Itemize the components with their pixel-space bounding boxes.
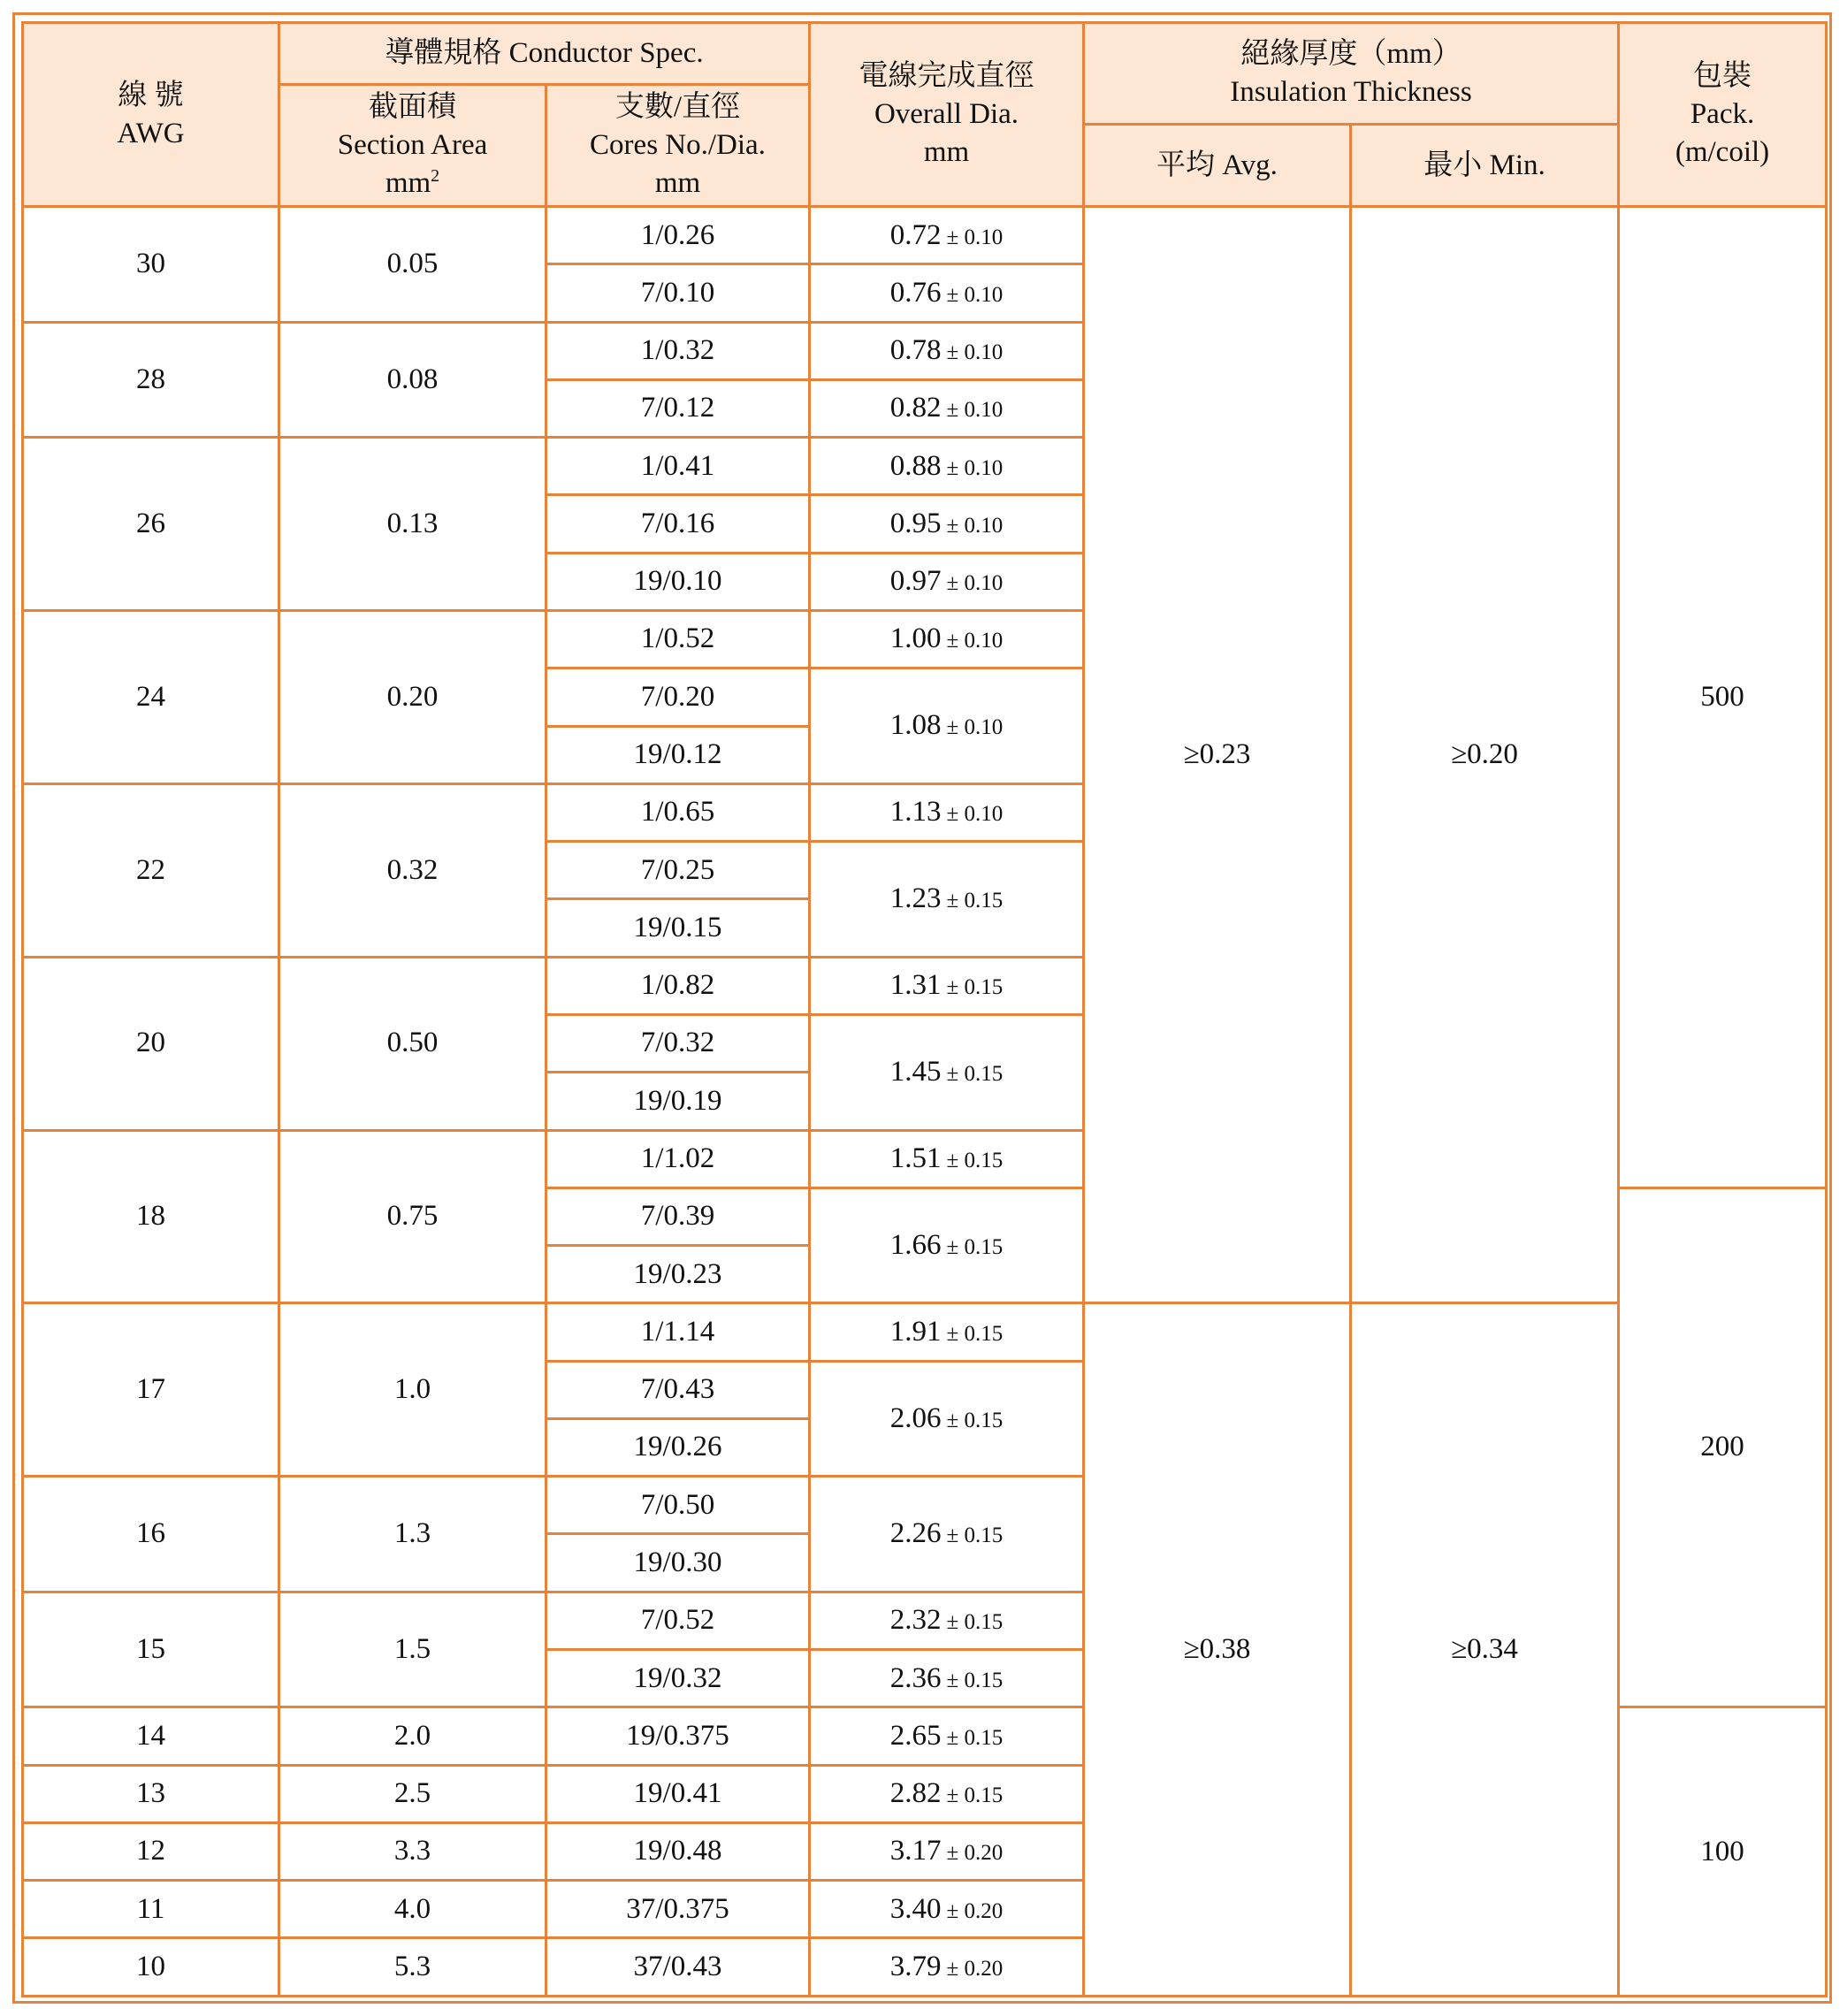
cores-cell: 1/0.65 [546, 783, 810, 841]
overall-dia-cell: 2.65 ± 0.15 [810, 1707, 1084, 1765]
awg-cell: 16 [23, 1477, 279, 1592]
cores-cell: 1/0.32 [546, 322, 810, 379]
awg-cell: 20 [23, 957, 279, 1130]
header-cores-unit: mm [654, 166, 701, 199]
section-area-cell: 0.50 [279, 957, 546, 1130]
cores-cell: 7/0.10 [546, 264, 810, 322]
header-awg-en: AWG [117, 117, 185, 149]
cores-cell: 19/0.23 [546, 1246, 810, 1303]
header-awg-zh: 線 號 [118, 79, 184, 111]
section-area-cell: 0.32 [279, 783, 546, 957]
overall-dia-cell: 1.66 ± 0.15 [810, 1187, 1084, 1303]
overall-dia-cell: 0.95 ± 0.10 [810, 495, 1084, 553]
table-row [23, 1303, 1827, 1361]
cores-cell: 19/0.19 [546, 1073, 810, 1130]
cores-cell: 1/0.41 [546, 438, 810, 495]
header-cores-en: Cores No./Dia. [590, 129, 766, 162]
cores-cell: 7/0.20 [546, 668, 810, 726]
overall-dia-cell: 0.82 ± 0.10 [810, 379, 1084, 437]
header-section-area [279, 85, 546, 207]
pack-cell: 200 [1619, 1187, 1827, 1707]
section-area-cell: 0.75 [279, 1130, 546, 1303]
header-cores-dia [546, 85, 810, 207]
overall-dia-cell: 1.08 ± 0.10 [810, 668, 1084, 784]
overall-dia-cell: 3.40 ± 0.20 [810, 1881, 1084, 1938]
header-conductor-spec: 導體規格 Conductor Spec. [279, 23, 810, 85]
insulation-avg-cell: ≥0.38 [1084, 1303, 1351, 1997]
wire-spec-table [21, 21, 1828, 1997]
cores-cell: 37/0.43 [546, 1938, 810, 1997]
header-pack-zh: 包裝 [1693, 60, 1752, 93]
header-section-unit: $mm^2$ [385, 165, 440, 199]
overall-dia-cell: 1.45 ± 0.15 [810, 1014, 1084, 1130]
overall-dia-cell: 2.36 ± 0.15 [810, 1650, 1084, 1707]
section-area-cell: 1.5 [279, 1592, 546, 1707]
insulation-min-cell: ≥0.20 [1351, 207, 1619, 1303]
awg-cell: 17 [23, 1303, 279, 1477]
header-insulation-min: 最小 Min. [1351, 125, 1619, 207]
section-area-cell: 0.13 [279, 438, 546, 611]
pack-cell: 500 [1619, 207, 1827, 1188]
header-overall-en: Overall Dia. [874, 98, 1019, 131]
cores-cell: 7/0.32 [546, 1014, 810, 1072]
awg-cell: 22 [23, 783, 279, 957]
cores-cell: 1/0.52 [546, 610, 810, 668]
cores-cell: 19/0.26 [546, 1418, 810, 1476]
cores-cell: 19/0.10 [546, 553, 810, 610]
table-row [23, 207, 1827, 264]
header-pack-unit: (m/coil) [1675, 135, 1770, 168]
section-area-cell: 2.5 [279, 1765, 546, 1822]
overall-dia-cell: 2.26 ± 0.15 [810, 1477, 1084, 1592]
cores-cell: 7/0.39 [546, 1187, 810, 1245]
table-header [23, 23, 1827, 207]
cores-cell: 19/0.48 [546, 1822, 810, 1880]
header-cores-zh: 支數/直徑 [614, 91, 741, 124]
awg-cell: 14 [23, 1707, 279, 1765]
header-pack-en: Pack. [1690, 98, 1755, 131]
header-section-en: Section Area [337, 129, 488, 162]
section-area-cell: 5.3 [279, 1938, 546, 1997]
header-awg [23, 23, 279, 207]
overall-dia-cell: 0.88 ± 0.10 [810, 438, 1084, 495]
overall-dia-cell: 0.78 ± 0.10 [810, 322, 1084, 379]
awg-cell: 10 [23, 1938, 279, 1997]
cores-cell: 37/0.375 [546, 1881, 810, 1938]
cores-cell: 7/0.52 [546, 1592, 810, 1649]
overall-dia-cell: 1.13 ± 0.10 [810, 783, 1084, 841]
insulation-avg-cell: ≥0.23 [1084, 207, 1351, 1303]
cores-cell: 19/0.12 [546, 726, 810, 783]
overall-dia-cell: 0.72 ± 0.10 [810, 207, 1084, 264]
cores-cell: 1/0.26 [546, 207, 810, 264]
overall-dia-cell: 2.32 ± 0.15 [810, 1592, 1084, 1649]
overall-dia-cell: 1.31 ± 0.15 [810, 957, 1084, 1014]
cores-cell: 7/0.25 [546, 842, 810, 899]
cores-cell: 7/0.12 [546, 379, 810, 437]
cores-cell: 7/0.16 [546, 495, 810, 553]
header-pack [1619, 23, 1827, 207]
header-overall-zh: 電線完成直徑 [859, 60, 1034, 93]
awg-cell: 24 [23, 610, 279, 783]
section-area-cell: 0.05 [279, 207, 546, 323]
awg-cell: 12 [23, 1822, 279, 1880]
overall-dia-cell: 0.97 ± 0.10 [810, 553, 1084, 610]
section-area-cell: 1.3 [279, 1477, 546, 1592]
awg-cell: 26 [23, 438, 279, 611]
overall-dia-cell: 1.23 ± 0.15 [810, 842, 1084, 958]
header-insulation-thickness [1084, 23, 1619, 125]
awg-cell: 18 [23, 1130, 279, 1303]
overall-dia-cell: 2.06 ± 0.15 [810, 1361, 1084, 1477]
awg-cell: 15 [23, 1592, 279, 1707]
section-area-cell: 4.0 [279, 1881, 546, 1938]
awg-cell: 13 [23, 1765, 279, 1822]
section-area-cell: 0.08 [279, 322, 546, 438]
cores-cell: 7/0.50 [546, 1477, 810, 1534]
header-section-zh: 截面積 [369, 91, 456, 124]
section-area-cell: 3.3 [279, 1822, 546, 1880]
table-body [23, 207, 1827, 1997]
section-area-cell: 1.0 [279, 1303, 546, 1477]
overall-dia-cell: 2.82 ± 0.15 [810, 1765, 1084, 1822]
cores-cell: 7/0.43 [546, 1361, 810, 1418]
cores-cell: 19/0.30 [546, 1534, 810, 1592]
header-insulation-zh: 絕緣厚度（mm） [1240, 38, 1462, 71]
insulation-min-cell: ≥0.34 [1351, 1303, 1619, 1997]
overall-dia-cell: 1.00 ± 0.10 [810, 610, 1084, 668]
overall-dia-cell: 0.76 ± 0.10 [810, 264, 1084, 322]
awg-cell: 30 [23, 207, 279, 323]
section-area-cell: 2.0 [279, 1707, 546, 1765]
awg-cell: 11 [23, 1881, 279, 1938]
header-insulation-en: Insulation Thickness [1230, 76, 1472, 108]
header-overall-unit: mm [923, 135, 970, 168]
cores-cell: 19/0.41 [546, 1765, 810, 1822]
overall-dia-cell: 3.79 ± 0.20 [810, 1938, 1084, 1997]
cores-cell: 1/1.02 [546, 1130, 810, 1187]
cores-cell: 19/0.32 [546, 1650, 810, 1707]
section-area-cell: 0.20 [279, 610, 546, 783]
header-overall-dia [810, 23, 1084, 207]
overall-dia-cell: 1.91 ± 0.15 [810, 1303, 1084, 1361]
cores-cell: 1/1.14 [546, 1303, 810, 1361]
cores-cell: 19/0.15 [546, 899, 810, 957]
overall-dia-cell: 1.51 ± 0.15 [810, 1130, 1084, 1187]
cores-cell: 1/0.82 [546, 957, 810, 1014]
awg-cell: 28 [23, 322, 279, 438]
header-insulation-avg: 平均 Avg. [1084, 125, 1351, 207]
cores-cell: 19/0.375 [546, 1707, 810, 1765]
overall-dia-cell: 3.17 ± 0.20 [810, 1822, 1084, 1880]
pack-cell: 100 [1619, 1707, 1827, 1997]
